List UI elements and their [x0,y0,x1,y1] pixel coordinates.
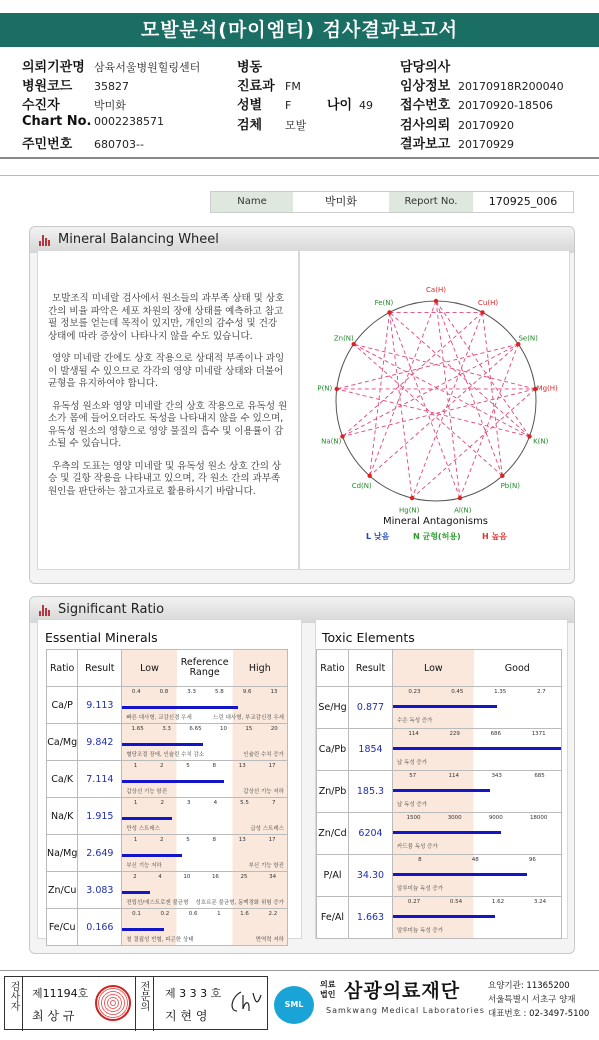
ratio-name: Na/K [47,798,78,835]
patient-value: 박미화 [94,99,126,112]
dept-value: FM [285,80,301,93]
tick-label: 1 [217,911,221,917]
ratio-bar [122,706,237,709]
table-row [317,771,562,813]
low-note: 만성 스트레스 [126,826,160,832]
report-value: 20170929 [458,138,514,151]
org-label: 의뢰기관명 [22,60,85,75]
high-note: 면역력 저하 [255,937,284,943]
receipt-value: 20170920-18506 [458,99,553,112]
wheel-panel [299,250,570,570]
low-note: 갑상선 기능 항진 [126,789,168,795]
table-row [47,872,288,909]
tick-label: 229 [449,731,460,737]
col-low: Low [122,650,176,686]
ratio-result: 185.3 [349,771,393,813]
tick-label: 48 [471,857,479,863]
col-reference: Reference Range [177,650,233,686]
tick-label: 13 [238,837,246,843]
sex-label: 성별 [237,98,263,113]
tick-label: 96 [528,857,536,863]
divider [0,970,599,971]
ratio-result: 7.114 [78,761,122,798]
clinical-value: 20170918R200040 [458,80,564,93]
antagonism-line [370,312,390,475]
wheel-node [352,342,356,346]
table-row [317,687,562,729]
tick-label: 7 [271,800,276,806]
tick-label: 4 [158,874,162,880]
significant-ratio-section [29,596,575,954]
wheel-node-label: Cu(H) [478,298,499,307]
test-label: 검체 [237,118,263,133]
tick-label: 5 [186,837,190,843]
chart-value: 0002238571 [94,115,164,128]
org-value: 삼육서울병원힐링센터 [94,61,201,74]
high-note: 성호르몬 불균형, 동맥경화 위험 증가 [195,900,284,906]
clinical-label: 임상정보 [400,79,451,94]
tick-label: 0.54 [449,899,463,905]
rrn-label: 주민번호 [22,137,73,152]
tick-label: 6.65 [189,726,202,732]
tick-label: 5 [186,763,190,769]
wheel-node-label: Hg(N) [398,506,420,515]
name-value: 박미화 [325,195,357,208]
tick-label: 114 [448,773,460,779]
tick-label: 0.2 [160,911,170,917]
name-bar [210,191,574,213]
col-ratio: Ratio [47,650,78,687]
tick-label: 34 [269,874,277,880]
tester-no: 제11194호 [32,987,89,1000]
ratio-name: Na/Mg [47,835,78,872]
tick-label: 1.35 [494,689,507,695]
sml-logo [274,986,318,1026]
dept-label: 진료과 [237,79,275,94]
table-row [47,761,288,798]
ratio-bar [122,854,181,857]
ratio-name: Zn/Pb [317,771,349,813]
antagonism-line [436,298,502,476]
ratio-result: 0.166 [78,909,122,946]
wheel-node [387,310,391,314]
tick-label: 25 [240,874,248,880]
col-low: Low [393,650,474,686]
tick-label: 13 [238,763,246,769]
low-note: 납 독성 증가 [397,802,428,808]
ratio-chart [393,897,562,939]
col-high: High [233,650,287,686]
antagonism-line [342,389,535,437]
tick-label: 2 [160,837,164,843]
essential-title: Essential Minerals [45,630,158,645]
wheel-node-label: Zn(N) [333,334,354,343]
ratio-name: Zn/Cu [47,872,78,909]
table-row [317,729,562,771]
col-good: Good [504,662,530,674]
toxic-table [316,649,562,939]
legend-high: H 높음 [482,532,507,541]
essential-panel [37,619,302,943]
report-label: 결과보고 [400,137,451,152]
tick-label: 20 [270,726,278,732]
section-title: Mineral Balancing Wheel [58,232,219,247]
org-type: 의료법인 [320,980,336,999]
col-result: Result [78,650,122,687]
high-note: 급성 스트레스 [250,826,284,832]
tick-label: 0.4 [131,689,141,695]
ratio-name: P/Al [317,855,349,897]
ratio-chart [122,872,288,909]
tick-label: 685 [534,773,545,779]
tick-label: 17 [268,763,276,769]
low-note: 부신 기능 저하 [126,863,162,869]
wheel-node [516,342,520,346]
desc-paragraph: 우측의 도표는 영양 미네랄 및 유독성 원소 상호 간의 상승 및 길항 작용을 나타내고 있으며, 각 원소 간의 과부족 원인을 판단하는 참고자료로 활용하시기 바랍니다. [48,460,282,497]
ratio-bar [122,928,163,931]
sex-value: F [285,99,292,112]
legend-low: L 낮음 [366,532,390,541]
ratio-name: Fe/Al [317,897,349,939]
col-result: Result [349,650,393,687]
wheel-node-label: Al(N) [454,506,472,515]
ratio-name: Fe/Cu [47,909,78,946]
wheel-node [335,387,339,391]
tick-label: 1.62 [491,899,505,905]
toxic-panel [315,619,568,939]
low-note: 철 결핍성 빈혈, 피곤한 상태 [126,937,194,943]
table-row [317,813,562,855]
low-note: 전립선/에스트로겐 불균형 [126,900,189,906]
ratio-result: 3.083 [78,872,122,909]
tick-label: 1500 [406,815,421,821]
legend-normal: N 균형(허용) [413,532,461,541]
ratio-chart [393,687,562,729]
low-note: 알루미늄 독성 증가 [397,928,444,934]
wheel-node [527,434,531,438]
tick-label: 3.24 [533,899,547,905]
desc-paragraph: 유독성 원소와 영양 미네랄 간의 상호 작용으로 유독성 원소가 몸에 들어오더라도 독성을 나타내지 않을 수 있으며, 유독성 원소의 영향으로 영양 물질의 흡수 및 이용률이 감소될 수 있습니다. [48,400,288,449]
tick-label: 343 [491,773,502,779]
signature-box [4,976,268,1030]
ratio-bar [393,831,501,834]
code-label: 병원코드 [22,79,73,94]
ratio-name: Se/Hg [317,687,349,729]
specialist-no: 제 3 3 3 호 [165,987,222,1000]
receipt-label: 접수번호 [400,98,451,113]
ratio-result: 0.877 [349,687,393,729]
tick-label: 1 [133,763,138,769]
wheel-node-label: Na(N) [321,437,342,446]
report-title: 모발분석(마이엠티) 검사결과보고서 [0,13,599,47]
table-row [47,798,288,835]
ratio-chart [393,771,562,813]
high-note: 인슐린 수치 증가 [243,752,284,758]
wheel-node [410,496,414,500]
tick-label: 0.45 [451,689,464,695]
wheel-node [458,496,462,500]
tick-label: 8 [418,857,422,863]
ratio-name: Zn/Cd [317,813,349,855]
ratio-bar [122,891,150,894]
ratio-chart [122,724,288,761]
low-note: 납 독성 증가 [397,760,428,766]
name-label: Name [211,192,293,212]
tick-label: 3.3 [187,689,197,695]
org-line1: 요양기관: 11365200 [488,981,570,991]
wheel-title: Mineral Antagonisms [382,516,489,527]
tick-label: 15 [245,726,253,732]
low-note: 수은 독성 증가 [397,718,433,724]
tick-label: 0.27 [407,899,421,905]
patient-label: 수진자 [22,98,60,113]
wheel-node [434,299,438,303]
ratio-chart [393,813,562,855]
antagonism-line [460,344,518,498]
tick-label: 114 [408,731,419,737]
wheel-node-label: Fe(N) [374,298,394,307]
high-note: 갑상선 기능 저하 [243,789,284,795]
ratio-bar [122,780,224,783]
wheel-node [500,474,504,478]
ratio-bar [393,747,561,750]
ratio-chart [122,761,288,798]
test-value: 모발 [285,119,307,132]
ratio-result: 1.915 [78,798,122,835]
doctor-label: 담당의사 [400,60,451,75]
chart-bar-icon [39,605,51,616]
org-line2: 서울특별시 서초구 양재 [488,995,576,1005]
wheel-circle [333,298,536,501]
ratio-result: 1854 [349,729,393,771]
wheel-node [480,310,484,314]
tick-label: 17 [268,837,276,843]
col-ratio: Ratio [317,650,349,687]
ratio-bar [122,817,171,820]
high-note: 느린 대사형, 부교감신경 우세 [213,715,284,721]
antagonism-line [370,298,436,476]
wheel-node-label: Ca(H) [426,286,446,294]
antagonism-line [482,312,502,475]
sml-text: SML [284,1000,304,1009]
signature-scribble [227,987,263,1019]
tick-label: 1 [133,837,138,843]
tick-label: 8 [212,763,217,769]
ratio-name: Ca/Mg [47,724,78,761]
tick-label: 3000 [447,815,462,821]
tester-name: 최 상 규 [32,1009,75,1023]
wheel-node-label: Pb(N) [500,481,520,490]
age-value: 49 [359,99,373,112]
ratio-name: Ca/K [47,761,78,798]
ward-label: 병동 [237,60,263,75]
tick-label: 13 [270,689,278,695]
ratio-result: 9.842 [78,724,122,761]
table-row [47,835,288,872]
antagonism-line [337,389,530,437]
footer [4,976,594,1032]
org-name: 삼광의료재단 [344,980,461,1002]
ratio-chart [122,909,288,946]
low-note: 카드뮴 독성 증가 [397,844,438,850]
antagonism-line [390,312,413,498]
ratio-result: 6204 [349,813,393,855]
tick-label: 0.6 [188,911,198,917]
ratio-result: 1.663 [349,897,393,939]
divider [0,175,599,176]
specialist-name: 지 현 영 [165,1009,208,1023]
ratio-bar [122,743,203,746]
wheel-node [367,474,371,478]
chart-label: Chart No. [22,114,92,129]
desc-paragraph: 영양 미네랄 간에도 상호 작용으로 상대적 부족이나 과잉이 발생될 수 있으므로 각각의 영양 미네랄 상태와 더불어 균형을 유지하여야 합니다. [48,353,285,389]
tick-label: 3 [187,800,191,806]
wheel-node-label: K(N) [533,437,549,446]
tick-label: 686 [490,731,502,737]
tick-label: 0.1 [132,911,141,917]
ratio-bar [393,789,490,792]
low-note: 빠른 대사형, 교감신경 우세 [126,715,192,721]
code-value: 35827 [94,80,129,93]
tick-label: 10 [219,726,227,732]
essential-table [46,649,288,946]
tick-label: 16 [211,874,219,880]
tick-label: 0.8 [159,689,169,695]
chart-bar-icon [39,235,51,246]
rrn-value: 680703-- [94,138,144,151]
description-panel [37,250,299,570]
tick-label: 2 [160,800,164,806]
table-row [47,687,288,724]
tick-label: 8 [212,837,217,843]
tick-label: 18000 [529,815,548,821]
ratio-name: Ca/Pb [317,729,349,771]
ratio-bar [393,915,495,918]
tick-label: 5.8 [215,689,224,695]
report-no-value: 170925_006 [488,195,558,208]
tick-label: 57 [409,773,417,779]
tick-label: 1371 [531,731,546,737]
wheel-node-label: Se(N) [518,334,538,343]
ratio-chart [122,687,288,724]
table-row [47,909,288,946]
section-title: Significant Ratio [58,602,165,617]
org-line3: 대표번호 : 02-3497-5100 [488,1009,590,1019]
high-note: 부신 기능 항진 [248,863,284,869]
ratio-chart [393,855,562,897]
wheel-node-label: Cd(N) [351,481,372,490]
ratio-name: Ca/P [47,687,78,724]
desc-paragraph: 모발조직 미네랄 검사에서 원소들의 과부족 상태 및 상호간의 비율 파악은 세포 차원의 장애 상태를 예측하고 참고필 정보를 얻는데 목적이 있지만, 개인의 감수성 및 건강 상태에 따라 증상이 나타나지 않을 수도 있습니다. [48,293,285,342]
toxic-title: Toxic Elements [322,630,415,645]
age-label: 나이 [327,98,353,113]
tick-label: 4 [213,800,218,806]
tester-seal [95,985,131,1021]
tick-label: 2 [160,763,164,769]
tick-label: 2 [133,874,137,880]
specialist-label: 전문의 [138,981,149,1011]
tick-label: 9.6 [242,689,252,695]
tick-label: 10 [183,874,191,880]
tick-label: 9000 [488,815,503,821]
tick-label: 1.65 [131,726,144,732]
wheel-node-label: Mg(H) [536,384,558,393]
tick-label: 3.3 [162,726,171,732]
ratio-result: 2.649 [78,835,122,872]
tick-label: 0.23 [408,689,421,695]
tick-label: 5.5 [240,800,249,806]
report-no-label: Report No. [389,192,473,212]
tick-label: 2.7 [536,689,546,695]
req-label: 검사의뢰 [400,118,451,133]
table-row [317,855,562,897]
ratio-result: 34.30 [349,855,393,897]
tick-label: 1 [133,800,138,806]
mineral-wheel-section [29,226,575,584]
req-value: 20170920 [458,119,514,132]
wheel-node-label: P(N) [317,384,333,393]
org-en: Samkwang Medical Laboratories [326,1006,485,1015]
ratio-bar [393,705,497,708]
low-note: 혈당조절 장애, 인슐린 수치 감소 [126,752,205,758]
divider [0,157,599,159]
ratio-chart [122,835,288,872]
ratio-bar [393,873,527,876]
low-note: 알루미늄 독성 증가 [397,886,444,892]
table-row [317,897,562,939]
ratio-chart [393,729,562,771]
ratio-result: 9.113 [78,687,122,724]
tick-label: 1.6 [240,911,249,917]
tick-label: 2.2 [268,911,278,917]
table-row [47,724,288,761]
tester-label: 검사자 [8,981,19,1011]
ratio-chart [122,798,288,835]
